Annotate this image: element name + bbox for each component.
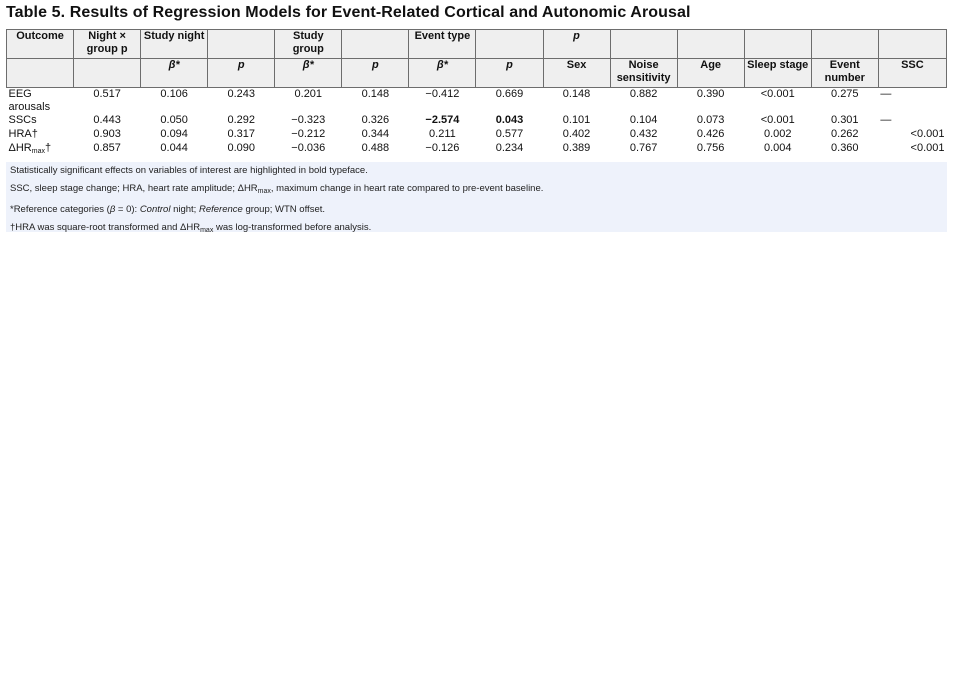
header-cell [878, 30, 946, 59]
header-row-2 [7, 59, 947, 88]
header-cell: β* [409, 59, 476, 88]
footnote-abbreviations: SSC, sleep stage change; HRA, heart rate amplitude; $\Delta HR_{max}$, maximum change in heart rate compared to pre-event baseline. [10, 183, 544, 195]
table-cell: 0.767 [629, 142, 658, 154]
table-row [7, 114, 947, 128]
table-row [7, 88, 947, 115]
table-cell: 0.903 [93, 128, 121, 140]
table-cell: 0.234 [495, 142, 524, 154]
header-cell: Event number [811, 59, 878, 88]
header-cell [7, 59, 74, 88]
header-cell: p [476, 59, 543, 88]
table-cell: 0.292 [227, 114, 255, 126]
header-cell: Outcome [7, 30, 74, 59]
header-cell: Night × group p [74, 30, 141, 59]
table-cell: 0.262 [831, 128, 859, 140]
table-cell: 0.106 [160, 88, 188, 100]
table-cell: 0.002 [763, 128, 792, 140]
table-cell: 0.275 [831, 88, 859, 100]
table-cell: −0.212 [291, 128, 326, 140]
table-cell: 0.432 [629, 128, 658, 140]
outcome-subscript: max [31, 148, 45, 155]
outcome-cell: HRA† [8, 128, 38, 140]
table-cell: 0.090 [227, 142, 255, 154]
table-cell: −0.126 [425, 142, 460, 154]
header-cell [342, 30, 409, 59]
table-cell: 0.344 [361, 128, 390, 140]
table-cell: <0.001 [910, 128, 945, 140]
header-cell: Event type [409, 30, 476, 59]
table-cell: 0.390 [696, 88, 725, 100]
header-cell [476, 30, 543, 59]
header-cell: Noise sensitivity [610, 59, 677, 88]
table-cell: 0.148 [562, 88, 591, 100]
header-cell: p [342, 59, 409, 88]
table-cell: 0.201 [294, 88, 323, 100]
table-cell: <0.001 [760, 114, 795, 126]
header-cell [208, 30, 275, 59]
header-cell: β* [141, 59, 208, 88]
table-cell: <0.001 [760, 88, 795, 100]
table-cell: 0.044 [160, 142, 188, 154]
table-cell: 0.882 [629, 88, 658, 100]
table-cell: 0.094 [160, 128, 188, 140]
header-cell: β* [275, 59, 342, 88]
table-cell: 0.669 [495, 88, 524, 100]
table-cell: 0.443 [93, 114, 121, 126]
table-cell: 0.857 [93, 142, 121, 154]
table-row [7, 142, 947, 158]
header-cell: p [208, 59, 275, 88]
table-cell: 0.211 [429, 128, 456, 140]
table-cell: 0.360 [831, 142, 859, 154]
footnote-reference-categories: *Reference categories (β = 0): Control night; Reference group; WTN offset. [10, 204, 326, 215]
table-cell: 0.073 [696, 114, 725, 126]
table-cell: 0.517 [93, 88, 121, 100]
header-cell [74, 59, 141, 88]
header-cell [811, 30, 878, 59]
header-cell: Age [677, 59, 744, 88]
table-cell: 0.488 [361, 142, 390, 154]
header-cell: Sex [543, 59, 610, 88]
table-cell: 0.148 [361, 88, 390, 100]
outcome-cell: SSCs [8, 114, 37, 126]
table-cell: — [880, 88, 892, 100]
table-row [7, 128, 947, 142]
regression-table [6, 29, 947, 158]
header-cell [677, 30, 744, 59]
header-cell: Sleep stage [744, 59, 811, 88]
header-cell: Study group [275, 30, 342, 59]
table-cell: 0.756 [696, 142, 725, 154]
table-cell: 0.243 [227, 88, 255, 100]
table-cell: 0.426 [696, 128, 725, 140]
footnote-significance: Statistically significant effects on variables of interest are highlighted in bold typeface. [10, 165, 368, 176]
table-cell: −0.036 [291, 142, 326, 154]
header-cell: Study night [141, 30, 208, 59]
table-cell: −2.574 [425, 114, 460, 126]
table-cell: 0.402 [562, 128, 591, 140]
table-cell: <0.001 [910, 142, 945, 154]
outcome-dagger: † [44, 142, 52, 154]
table-cell: 0.577 [495, 128, 524, 140]
outcome-cell [7, 142, 74, 158]
table-cell: 0.004 [763, 142, 792, 154]
table-cell: −0.412 [425, 88, 460, 100]
table-cell: −0.323 [291, 114, 326, 126]
table-title: Table 5. Results of Regression Models for Event-Related Cortical and Autonomic Arousal [6, 4, 691, 21]
table-cell: 0.389 [562, 142, 591, 154]
outcome-main: ΔHR [8, 142, 32, 154]
footnote-transformations: †HRA was square-root transformed and $\Delta HR_{max}$ was log-transformed before analysis. [10, 222, 372, 234]
table-cell: 0.050 [160, 114, 188, 126]
table-cell: 0.317 [227, 128, 255, 140]
table-cell: 0.301 [831, 114, 859, 126]
header-cell: SSC [878, 59, 946, 88]
table-cell: 0.043 [495, 114, 524, 126]
outcome-cell: EEG arousals [8, 88, 51, 113]
header-cell [744, 30, 811, 59]
header-cell: p [543, 30, 610, 59]
header-row-1 [7, 30, 947, 59]
table-cell: 0.104 [629, 114, 658, 126]
header-cell [610, 30, 677, 59]
table-cell: 0.326 [361, 114, 390, 126]
table-cell: — [880, 114, 892, 126]
table-footnotes [6, 162, 947, 232]
table-cell: 0.101 [562, 114, 591, 126]
